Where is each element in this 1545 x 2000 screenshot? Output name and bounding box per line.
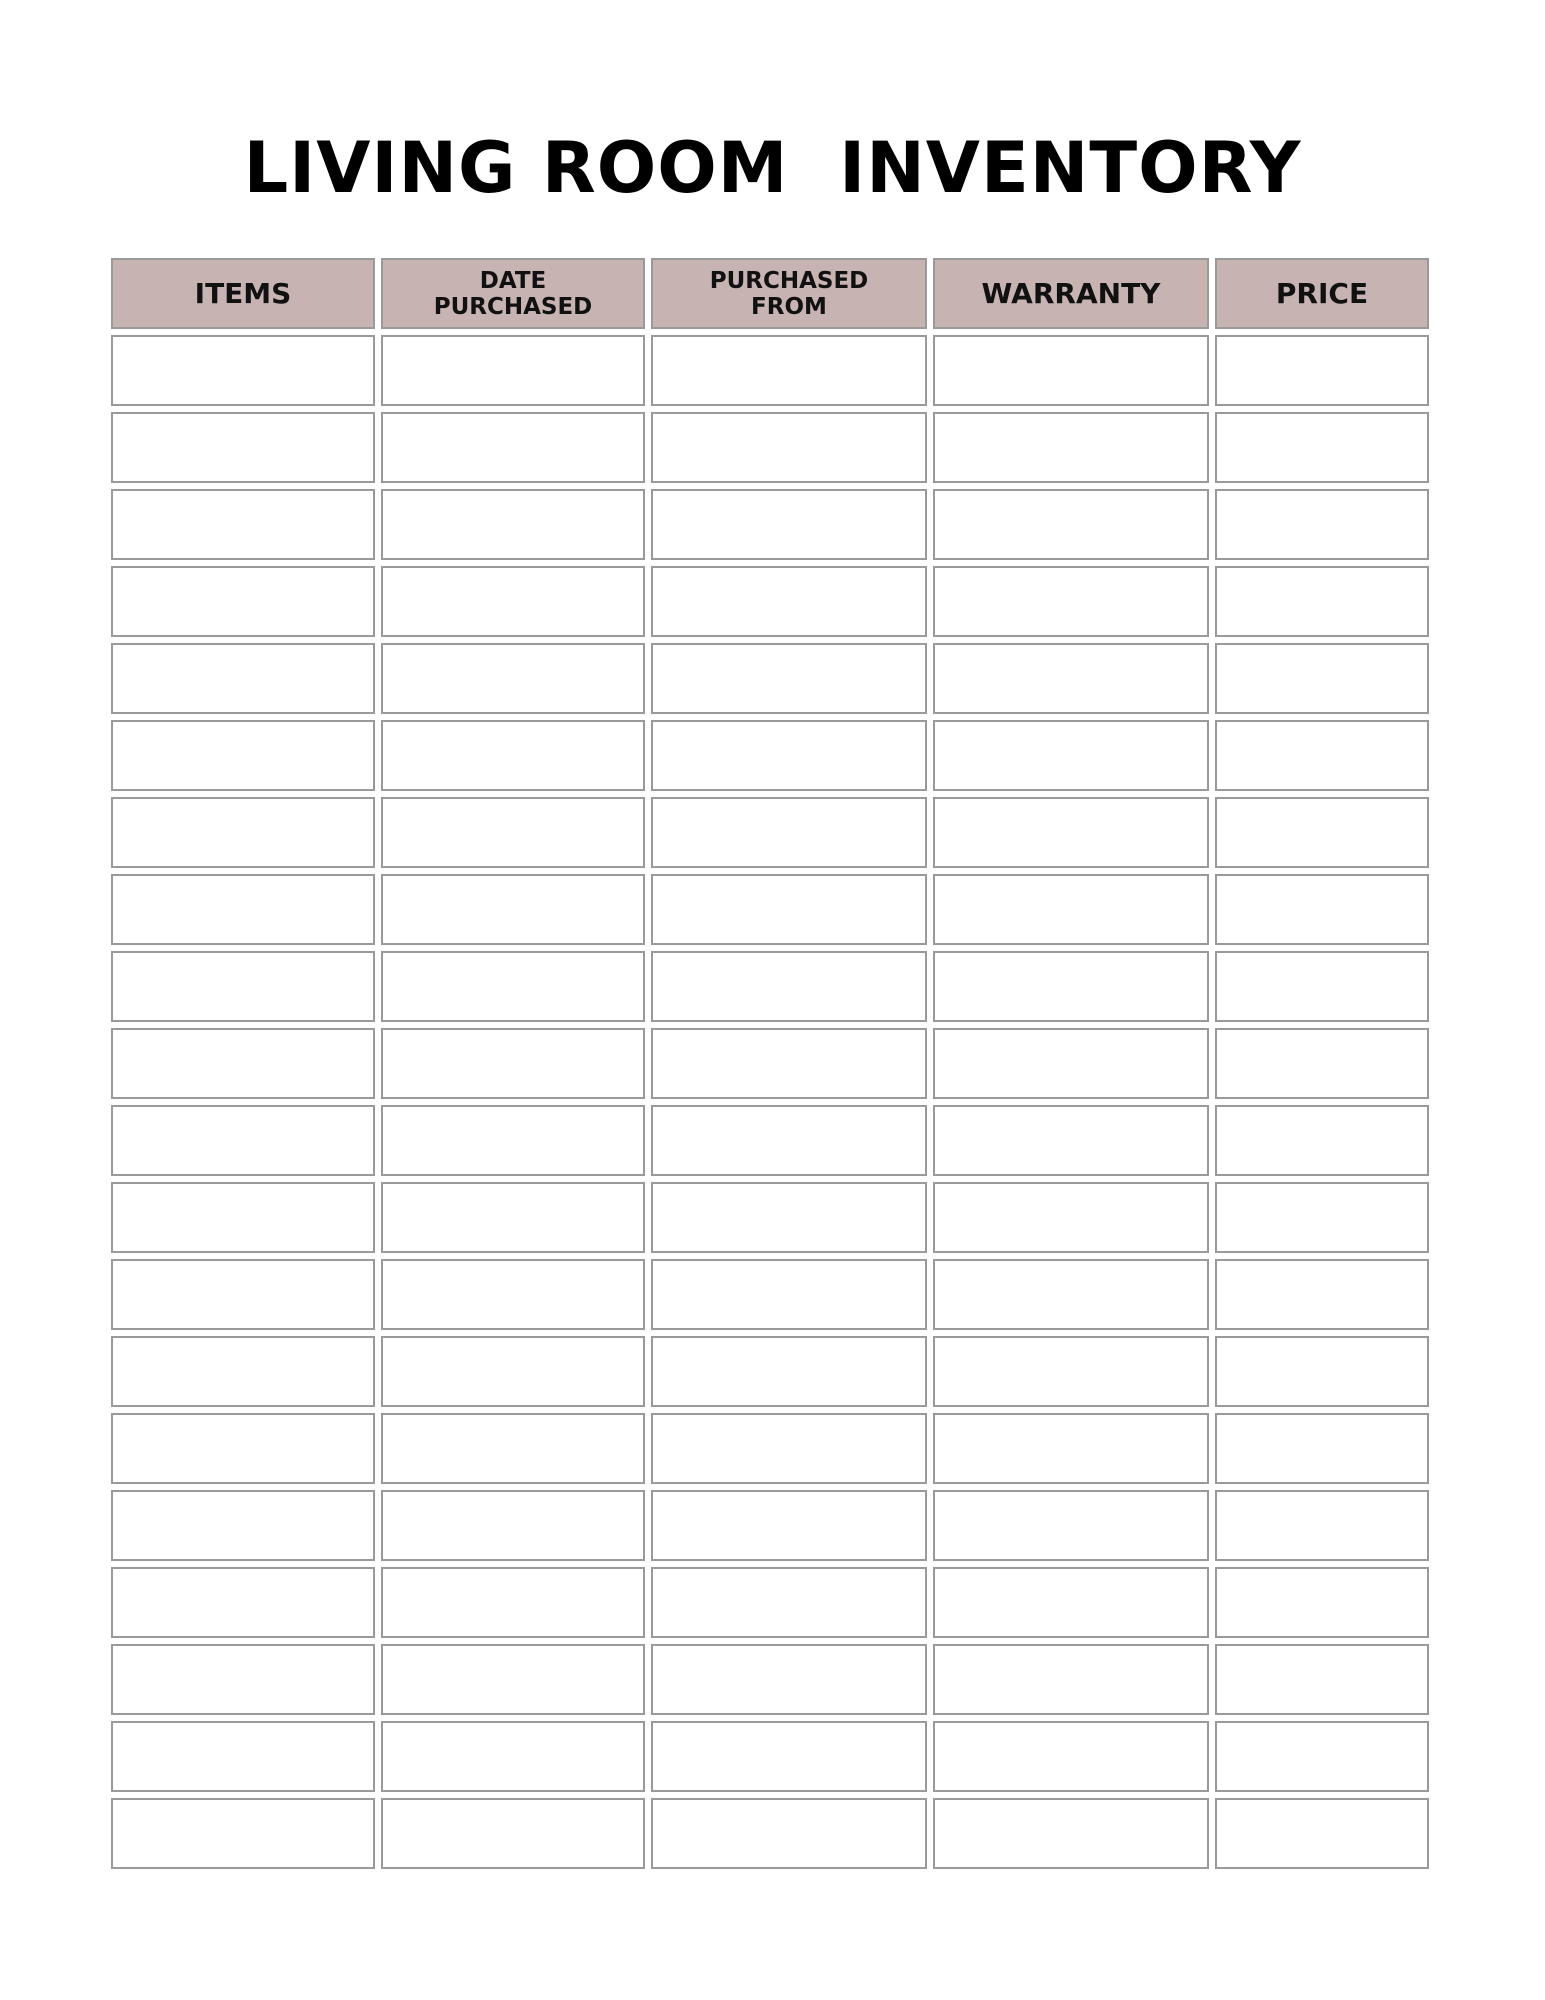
table-cell[interactable] (1215, 489, 1429, 560)
table-cell[interactable] (1215, 1490, 1429, 1561)
table-cell[interactable] (1215, 1798, 1429, 1869)
table-cell[interactable] (381, 1028, 645, 1099)
table-cell[interactable] (381, 1336, 645, 1407)
table-cell[interactable] (111, 797, 375, 868)
table-cell[interactable] (381, 1105, 645, 1176)
table-cell[interactable] (933, 1721, 1209, 1792)
table-row (111, 720, 1429, 791)
column-header-price: PRICE (1215, 258, 1429, 329)
table-cell[interactable] (651, 1721, 927, 1792)
table-cell[interactable] (1215, 643, 1429, 714)
table-cell[interactable] (381, 1644, 645, 1715)
table-cell[interactable] (933, 1105, 1209, 1176)
table-cell[interactable] (111, 412, 375, 483)
table-cell[interactable] (651, 1644, 927, 1715)
table-cell[interactable] (651, 951, 927, 1022)
table-cell[interactable] (111, 1490, 375, 1561)
column-header-date-purchased: DATE PURCHASED (381, 258, 645, 329)
table-cell[interactable] (933, 566, 1209, 637)
table-cell[interactable] (111, 1644, 375, 1715)
table-cell[interactable] (381, 1490, 645, 1561)
table-cell[interactable] (1215, 412, 1429, 483)
table-cell[interactable] (111, 1567, 375, 1638)
inventory-table (111, 258, 1429, 1875)
table-cell[interactable] (1215, 720, 1429, 791)
table-cell[interactable] (1215, 1413, 1429, 1484)
table-cell[interactable] (651, 566, 927, 637)
table-cell[interactable] (933, 1028, 1209, 1099)
table-cell[interactable] (381, 566, 645, 637)
table-cell[interactable] (381, 489, 645, 560)
table-row (111, 1490, 1429, 1561)
table-row (111, 1259, 1429, 1330)
column-header-items: ITEMS (111, 258, 375, 329)
table-cell[interactable] (1215, 566, 1429, 637)
column-header-warranty: WARRANTY (933, 258, 1209, 329)
table-row (111, 1182, 1429, 1253)
table-cell[interactable] (111, 951, 375, 1022)
table-cell[interactable] (111, 566, 375, 637)
table-cell[interactable] (651, 1490, 927, 1561)
table-cell[interactable] (381, 1721, 645, 1792)
table-cell[interactable] (651, 1259, 927, 1330)
table-cell[interactable] (933, 1182, 1209, 1253)
table-cell[interactable] (381, 720, 645, 791)
table-row (111, 874, 1429, 945)
table-cell[interactable] (1215, 335, 1429, 406)
table-cell[interactable] (933, 1798, 1209, 1869)
table-cell[interactable] (1215, 1721, 1429, 1792)
table-cell[interactable] (111, 1413, 375, 1484)
table-cell[interactable] (111, 1721, 375, 1792)
table-cell[interactable] (381, 335, 645, 406)
column-header-purchased-from: PURCHASED FROM (651, 258, 927, 329)
table-cell[interactable] (111, 1336, 375, 1407)
table-cell[interactable] (1215, 1259, 1429, 1330)
table-cell[interactable] (111, 489, 375, 560)
table-cell[interactable] (381, 412, 645, 483)
table-cell[interactable] (651, 1567, 927, 1638)
table-cell[interactable] (933, 720, 1209, 791)
table-cell[interactable] (1215, 797, 1429, 868)
table-cell[interactable] (1215, 1567, 1429, 1638)
table-row (111, 797, 1429, 868)
table-cell[interactable] (933, 797, 1209, 868)
table-row (111, 1644, 1429, 1715)
table-cell[interactable] (1215, 1336, 1429, 1407)
table-cell[interactable] (933, 335, 1209, 406)
table-cell[interactable] (651, 1028, 927, 1099)
table-row (111, 1721, 1429, 1792)
table-cell[interactable] (381, 951, 645, 1022)
table-header-row (111, 258, 1429, 329)
table-cell[interactable] (651, 335, 927, 406)
table-row (111, 1105, 1429, 1176)
table-cell[interactable] (933, 1567, 1209, 1638)
table-cell[interactable] (651, 1182, 927, 1253)
table-cell[interactable] (381, 1798, 645, 1869)
table-cell[interactable] (111, 1028, 375, 1099)
table-cell[interactable] (1215, 1182, 1429, 1253)
table-row (111, 1028, 1429, 1099)
table-cell[interactable] (933, 1259, 1209, 1330)
table-row (111, 335, 1429, 406)
table-cell[interactable] (651, 720, 927, 791)
table-cell[interactable] (111, 335, 375, 406)
table-cell[interactable] (1215, 951, 1429, 1022)
table-cell[interactable] (1215, 1105, 1429, 1176)
table-cell[interactable] (111, 1182, 375, 1253)
table-cell[interactable] (111, 720, 375, 791)
table-cell[interactable] (651, 643, 927, 714)
table-cell[interactable] (381, 874, 645, 945)
table-cell[interactable] (933, 951, 1209, 1022)
table-cell[interactable] (1215, 874, 1429, 945)
table-cell[interactable] (651, 412, 927, 483)
table-row (111, 643, 1429, 714)
table-cell[interactable] (651, 797, 927, 868)
table-cell[interactable] (111, 643, 375, 714)
table-cell[interactable] (111, 1105, 375, 1176)
table-cell[interactable] (651, 1413, 927, 1484)
table-cell[interactable] (933, 1413, 1209, 1484)
table-cell[interactable] (111, 1798, 375, 1869)
table-cell[interactable] (381, 1413, 645, 1484)
table-cell[interactable] (933, 643, 1209, 714)
table-cell[interactable] (381, 1182, 645, 1253)
table-row (111, 489, 1429, 560)
table-cell[interactable] (651, 1798, 927, 1869)
table-cell[interactable] (111, 1259, 375, 1330)
table-cell[interactable] (933, 874, 1209, 945)
table-row (111, 1336, 1429, 1407)
table-row (111, 951, 1429, 1022)
table-cell[interactable] (651, 489, 927, 560)
page-title: LIVING ROOM INVENTORY (243, 127, 1302, 209)
table-cell[interactable] (933, 412, 1209, 483)
table-row (111, 1798, 1429, 1869)
table-row (111, 1413, 1429, 1484)
table-row (111, 1567, 1429, 1638)
table-row (111, 412, 1429, 483)
table-cell[interactable] (381, 643, 645, 714)
table-body (111, 335, 1429, 1869)
table-cell[interactable] (381, 1259, 645, 1330)
table-cell[interactable] (1215, 1644, 1429, 1715)
table-cell[interactable] (111, 874, 375, 945)
table-cell[interactable] (651, 874, 927, 945)
table-cell[interactable] (933, 1336, 1209, 1407)
table-cell[interactable] (933, 489, 1209, 560)
table-cell[interactable] (651, 1105, 927, 1176)
table-row (111, 566, 1429, 637)
table-cell[interactable] (933, 1490, 1209, 1561)
table-cell[interactable] (381, 1567, 645, 1638)
table-cell[interactable] (651, 1336, 927, 1407)
table-cell[interactable] (933, 1644, 1209, 1715)
table-cell[interactable] (1215, 1028, 1429, 1099)
table-cell[interactable] (381, 797, 645, 868)
